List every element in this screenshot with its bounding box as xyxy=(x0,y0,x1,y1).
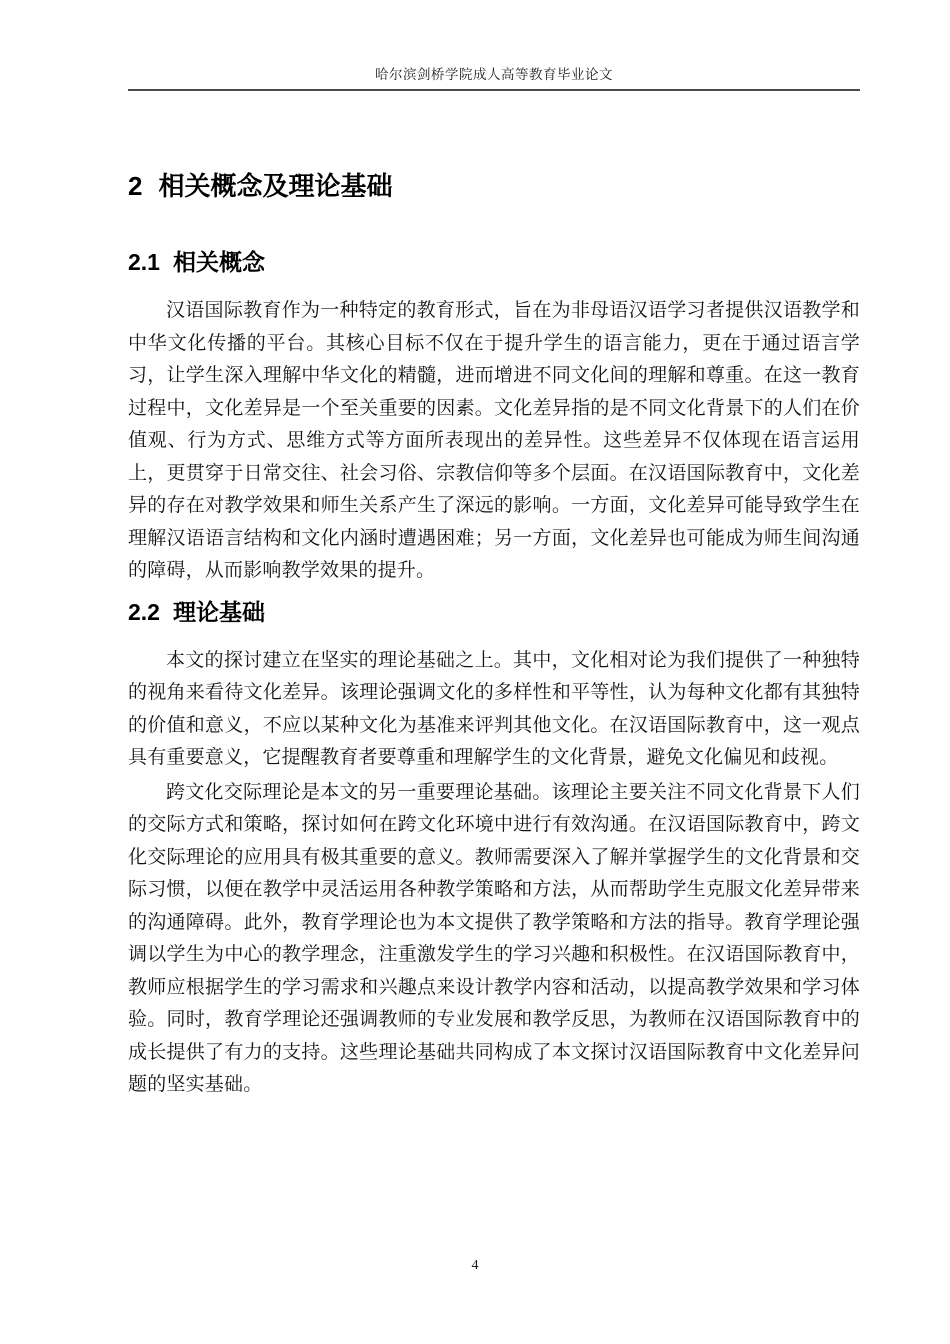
section-heading-2-2 xyxy=(128,597,860,627)
page-header xyxy=(128,0,860,91)
section-heading-2-1 xyxy=(128,247,860,277)
section-title: 理论基础 xyxy=(172,598,265,625)
page-number: 4 xyxy=(471,1258,479,1273)
section-title: 相关概念 xyxy=(172,249,265,275)
paragraph-intercultural-communication: 跨文化交际理论是本文的另一重要理论基础。该理论主要关注不同文化背景下人们的交际方式和策略，探讨如何在跨文化环境中进行有效沟通。在汉语国际教育中，跨文化交际理论的应用具有极其重要的意义。教师需要深入了解并掌握学生的文化背景和交际习惯，以便在教学中灵活运用各种教学策略和方法，从而帮助学生克服文化差异带来的沟通障碍。此外，教育学理论也为本文提供了教学策略和方法的指导。教育学理论强调以学生为中心的教学理念，注重激发学生的学习兴趣和积极性。在汉语国际教育中，教师应根据学生的学习需求和兴趣点来设计教学内容和活动，以提高教学效果和学习体验。同时，教育学理论还强调教师的专业发展和教学反思，为教师在汉语国际教育中的成长提供了有力的支持。这些理论基础共同构成了本文探讨汉语国际教育中文化差异问题的坚实基础。 xyxy=(128,781,860,1095)
section-number: 2.1 xyxy=(128,249,160,275)
section-number: 2.2 xyxy=(128,598,160,625)
document-body xyxy=(128,169,860,1102)
chapter-heading xyxy=(128,169,860,203)
page-footer xyxy=(0,1256,950,1274)
running-header-title: 哈尔滨剑桥学院成人高等教育毕业论文 xyxy=(375,67,613,82)
chapter-title: 相关概念及理论基础 xyxy=(158,171,393,201)
chapter-number: 2 xyxy=(128,171,143,201)
paragraph-cultural-relativism: 本文的探讨建立在坚实的理论基础之上。其中，文化相对论为我们提供了一种独特的视角来看待文化差异。该理论强调文化的多样性和平等性，认为每种文化都有其独特的价值和意义，不应以某种文化为基准来评判其他文化。在汉语国际教育中，这一观点具有重要意义，它提醒教育者要尊重和理解学生的文化背景，避免文化偏见和歧视。 xyxy=(128,649,860,768)
paragraph-concepts: 汉语国际教育作为一种特定的教育形式，旨在为非母语汉语学习者提供汉语教学和中华文化传播的平台。其核心目标不仅在于提升学生的语言能力，更在于通过语言学习，让学生深入理解中华文化的精髓，进而增进不同文化间的理解和尊重。在这一教育过程中，文化差异是一个至关重要的因素。文化差异指的是不同文化背景下的人们在价值观、行为方式、思维方式等方面所表现出的差异性。这些差异不仅体现在语言运用上，更贯穿于日常交往、社会习俗、宗教信仰等多个层面。在汉语国际教育中，文化差异的存在对教学效果和师生关系产生了深远的影响。一方面，文化差异可能导致学生在理解汉语语言结构和文化内涵时遭遇困难；另一方面，文化差异也可能成为师生间沟通的障碍，从而影响教学效果的提升。 xyxy=(128,300,860,581)
